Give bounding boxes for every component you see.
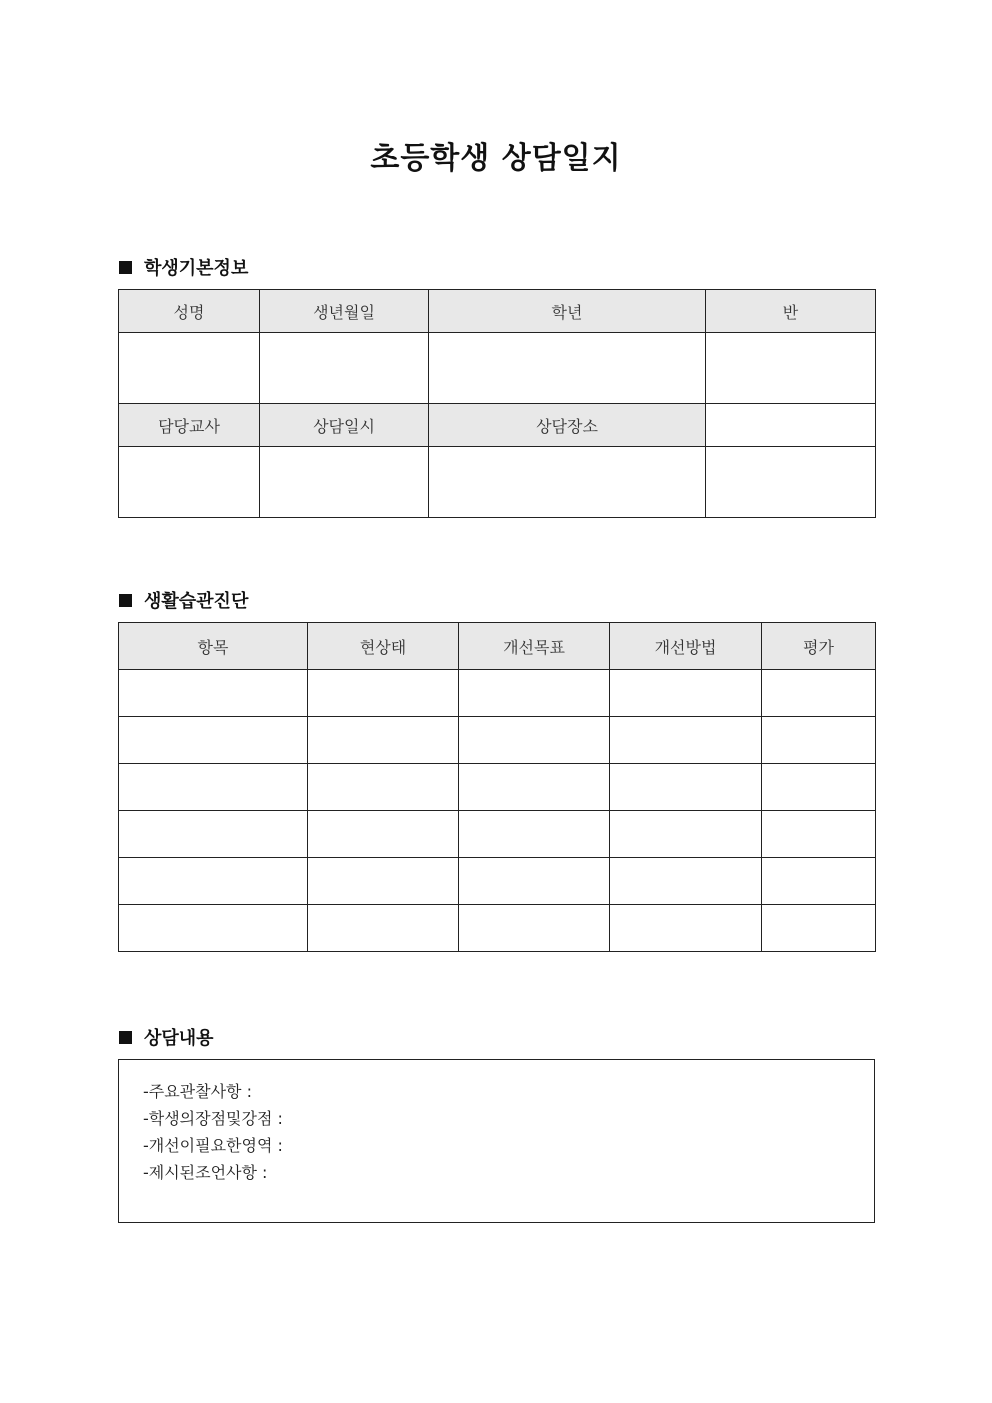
header-row	[119, 404, 876, 447]
page-title: 초등학생 상담일지	[370, 141, 622, 176]
header-cell-item: 항목	[119, 623, 308, 670]
section-basic-info-heading	[119, 254, 248, 280]
header-cell-name: 성명	[119, 290, 260, 333]
input-cell[interactable]	[308, 905, 459, 952]
section-title: 생활습관진단	[144, 591, 249, 612]
input-cell[interactable]	[119, 670, 308, 717]
input-cell[interactable]	[610, 811, 762, 858]
habit-diagnosis-table	[118, 622, 876, 952]
consult-line-improvement: -개선이필요한영역 :	[143, 1136, 283, 1155]
consult-content-box[interactable]	[118, 1059, 875, 1223]
bullet-square-icon	[119, 1031, 132, 1044]
input-cell[interactable]	[610, 670, 762, 717]
bullet-square-icon	[119, 261, 132, 274]
input-cell-grade[interactable]	[429, 333, 706, 404]
input-cell[interactable]	[308, 670, 459, 717]
input-cell[interactable]	[308, 811, 459, 858]
input-cell-name[interactable]	[119, 333, 260, 404]
header-cell-place: 상담장소	[429, 404, 706, 447]
input-cell[interactable]	[459, 811, 610, 858]
consult-line-advice: -제시된조언사항 :	[143, 1163, 268, 1182]
input-cell[interactable]	[119, 811, 308, 858]
input-cell[interactable]	[459, 670, 610, 717]
input-cell[interactable]	[308, 764, 459, 811]
header-cell-class: 반	[706, 290, 876, 333]
table-row	[119, 670, 876, 717]
input-cell[interactable]	[762, 905, 876, 952]
input-cell[interactable]	[610, 858, 762, 905]
input-cell-place[interactable]	[429, 447, 706, 518]
input-cell-teacher[interactable]	[119, 447, 260, 518]
input-cell[interactable]	[308, 858, 459, 905]
section-title: 학생기본정보	[144, 258, 249, 279]
input-cell[interactable]	[459, 858, 610, 905]
table-row	[119, 905, 876, 952]
header-cell-evaluation: 평가	[762, 623, 876, 670]
header-cell-method: 개선방법	[610, 623, 762, 670]
input-cell[interactable]	[308, 717, 459, 764]
table-row	[119, 717, 876, 764]
section-title: 상담내용	[144, 1028, 214, 1049]
input-cell[interactable]	[762, 858, 876, 905]
input-cell[interactable]	[119, 717, 308, 764]
input-cell[interactable]	[459, 905, 610, 952]
input-cell[interactable]	[762, 764, 876, 811]
input-cell-datetime[interactable]	[260, 447, 429, 518]
consult-lines	[143, 1078, 283, 1186]
input-cell-birthdate[interactable]	[260, 333, 429, 404]
input-cell[interactable]	[119, 764, 308, 811]
input-cell[interactable]	[610, 905, 762, 952]
input-cell[interactable]	[610, 717, 762, 764]
section-habit-heading	[119, 587, 248, 613]
input-cell[interactable]	[762, 717, 876, 764]
header-row	[119, 290, 876, 333]
input-row	[119, 333, 876, 404]
header-cell-datetime: 상담일시	[260, 404, 429, 447]
consult-line-strengths: -학생의장점및강점 :	[143, 1109, 283, 1128]
header-cell-grade: 학년	[429, 290, 706, 333]
header-cell-birthdate: 생년월일	[260, 290, 429, 333]
table-row	[119, 764, 876, 811]
header-row	[119, 623, 876, 670]
input-cell[interactable]	[459, 764, 610, 811]
basic-info-table	[118, 289, 876, 518]
input-cell[interactable]	[119, 905, 308, 952]
input-cell[interactable]	[459, 717, 610, 764]
consult-line-observation: -주요관찰사항 :	[143, 1082, 252, 1101]
input-cell[interactable]	[610, 764, 762, 811]
header-cell-goal: 개선목표	[459, 623, 610, 670]
input-cell-class[interactable]	[706, 333, 876, 404]
section-consult-heading	[119, 1024, 214, 1050]
input-cell[interactable]	[762, 670, 876, 717]
table-row	[119, 858, 876, 905]
input-row	[119, 447, 876, 518]
input-cell[interactable]	[762, 811, 876, 858]
bullet-square-icon	[119, 594, 132, 607]
input-cell-extra[interactable]	[706, 447, 876, 518]
table-row	[119, 811, 876, 858]
header-cell-current: 현상태	[308, 623, 459, 670]
blank-cell	[706, 404, 876, 447]
header-cell-teacher: 담당교사	[119, 404, 260, 447]
input-cell[interactable]	[119, 858, 308, 905]
